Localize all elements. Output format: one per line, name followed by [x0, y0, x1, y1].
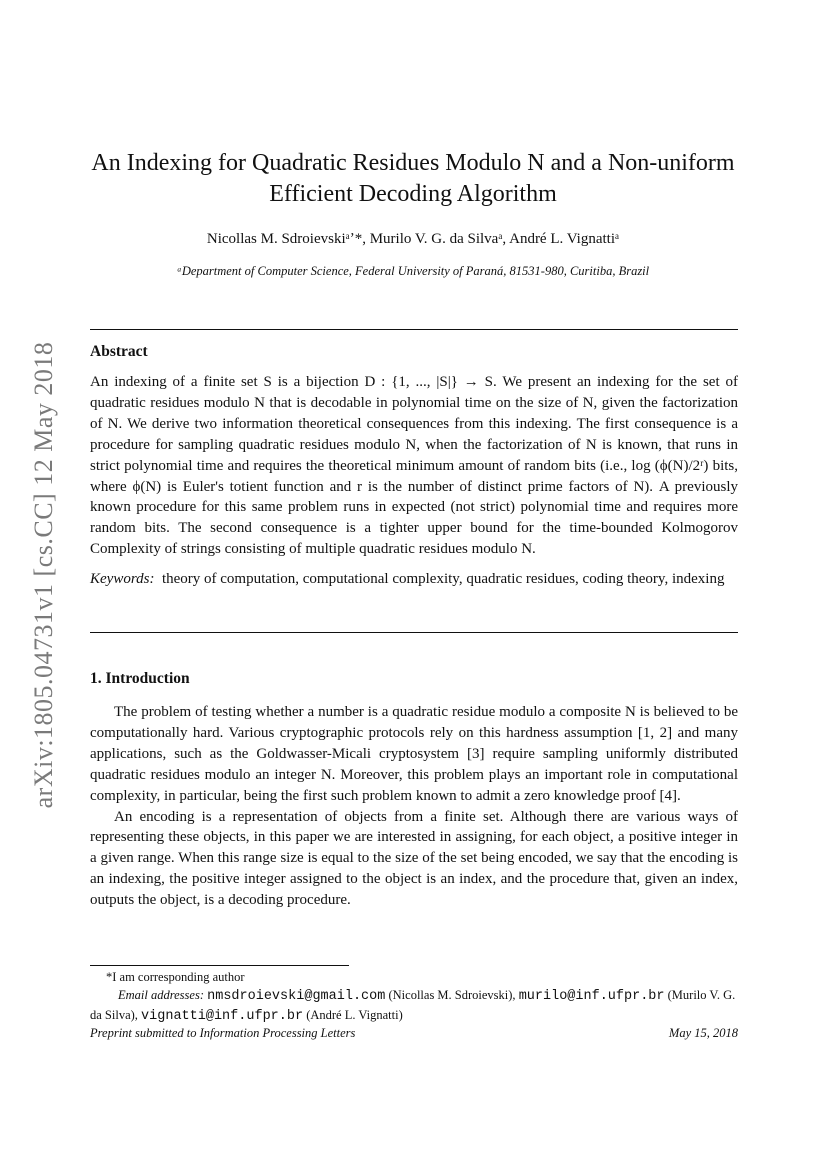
- footnote-rule: [90, 965, 349, 966]
- preprint-note: Preprint submitted to Information Processing Letters: [90, 1026, 356, 1040]
- email-link-1[interactable]: nmsdroievski@gmail.com: [207, 989, 386, 1004]
- footnote: [90, 968, 738, 1026]
- title-line-1: An Indexing for Quadratic Residues Modulo N and a Non-uniform: [91, 150, 735, 176]
- intro-paragraph-2: An encoding is a representation of objects from a finite set. Although there are various ways of representing these objects, in this paper we are interested in assigning, for each object, a positive integer in a given range. When this range size is equal to the size of the set being encoded, we say that the encoding is an indexing, the positive integer assigned to the object is an index, and the procedure that, given an index, outputs the object, is a decoding procedure.: [90, 808, 738, 909]
- abstract-body: [90, 372, 738, 590]
- abstract-text: An indexing of a finite set S is a bijection D : {1, ..., |S|} → S. We present an indexing for the set of quadratic residues modulo N that is decodable in polynomial time on the size of N, given the factorization of N. We derive two information theoretical consequences from this indexing. The first consequence is a procedure for sampling quadratic residues modulo N, when the factorization of N is known, that runs in strict polynomial time and requires the theoretical minimum amount of random bits (i.e., log (ϕ(N)/2ʳ) bits, where ϕ(N) is Euler's totient function and r is the number of distinct prime factors of N). A previously known procedure for this same problem runs in expected (not strict) polynomial time and requires more random bits. The second consequence is a tighter upper bound for the time-bounded Kolmogorov Complexity of strings consisting of multiple quadratic residues modulo N.: [90, 374, 738, 558]
- introduction-body: [90, 702, 738, 911]
- email-addresses: [90, 986, 738, 1026]
- introduction-heading: 1. Introduction: [90, 670, 190, 687]
- abstract-top-rule: [90, 329, 738, 330]
- page-footer: [90, 1026, 738, 1041]
- author-list: Nicollas M. Sdroievskiᵃʼ*, Murilo V. G. da Silvaᵃ, André L. Vignattiᵃ: [206, 231, 620, 247]
- paper-title: [80, 148, 746, 210]
- keywords-list: theory of computation, computational complexity, quadratic residues, coding theory, indexing: [161, 571, 725, 588]
- keywords-label: Keywords:: [90, 571, 155, 588]
- title-line-2: Efficient Decoding Algorithm: [269, 181, 557, 207]
- affiliation: ᵃDepartment of Computer Science, Federal University of Paraná, 81531-980, Curitiba, Brazil: [176, 264, 650, 278]
- email-owner-2: (Murilo V. G. da Silva),: [90, 988, 736, 1022]
- preprint-date: May 15, 2018: [668, 1026, 738, 1040]
- intro-paragraph-1: The problem of testing whether a number is a quadratic residue modulo a composite N is believed to be computationally hard. Various cryptographic protocols rely on this hardness assumption [1, 2] and many applications, such as the Goldwasser-Micali cryptosystem [3] require sampling uniformly distributed quadratic residues modulo an integer N. Moreover, this problem plays an important role in computational complexity, in particular, being the first such problem known to admit a zero knowledge proof [4].: [90, 704, 738, 804]
- email-link-2[interactable]: murilo@inf.ufpr.br: [518, 989, 665, 1004]
- keywords: [90, 569, 738, 590]
- arxiv-identifier: arXiv:1805.04731v1 [cs.CC] 12 May 2018: [29, 341, 58, 809]
- abstract-heading: Abstract: [90, 343, 148, 360]
- email-link-3[interactable]: vignatti@inf.ufpr.br: [141, 1009, 304, 1024]
- email-owner-3: (André L. Vignatti): [306, 1008, 403, 1022]
- corresponding-author-note: *I am corresponding author: [106, 970, 245, 984]
- email-label: Email addresses:: [118, 988, 204, 1002]
- abstract-bottom-rule: [90, 632, 738, 633]
- email-owner-1: (Nicollas M. Sdroievski),: [388, 988, 516, 1002]
